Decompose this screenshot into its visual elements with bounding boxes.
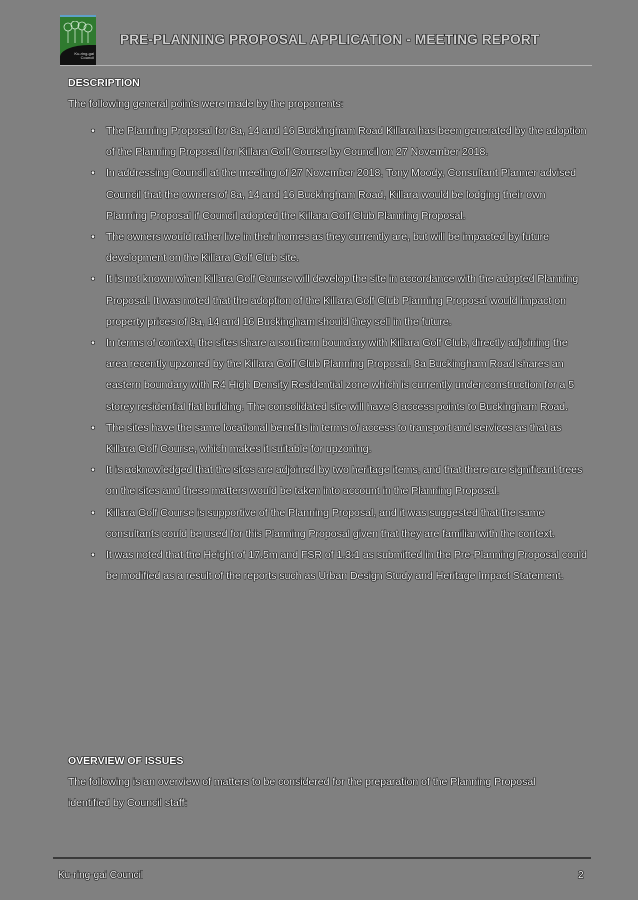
list-item [88,269,588,333]
list-item-text: It was noted that the Height of 17.5m and FSR of 1.3:1 as submitted in the Pre-Planning Proposal could be modified as a result of the reports such as Urban Design Study and Heritage Impact Statement. [106,549,587,583]
list-item-text: It is not known when Killara Golf Course will develop the site in accordance with the adopted Planning Proposal. It was noted that the adoption of the Killara Golf Club Planning Proposal would impact on property prices of 8a, 14 and 16 Buckingham should they sell in the future. [106,273,579,328]
list-item [88,418,588,460]
trees-icon [63,21,93,43]
bullet-icon: • [91,125,95,137]
header-divider [60,65,592,66]
list-item-text: The Planning Proposal for 8a, 14 and 16 Buckingham Road Killara has been generated by the adoption of the Planning Proposal for Killara Golf Course by Council on 27 November 2018. [106,125,587,159]
list-item [88,503,588,545]
page-header [60,15,592,67]
list-item [88,121,588,163]
bullet-icon: • [91,231,95,244]
footer-divider [53,857,591,859]
list-item-text: The sites have the same locational benefits in terms of access to transport and services as that as Killara Golf Course, which makes it suitable for upzoning. [106,421,562,456]
bullet-icon: • [91,421,95,434]
bullet-icon: • [91,167,95,180]
description-intro: The following general points were made by the proponents: [68,98,344,110]
logo-text [74,52,94,60]
list-item [88,333,588,418]
overview-intro: The following is an overview of matters to be considered for the preparation of the Planning Proposal identified by Council staff: [68,776,536,809]
list-item [88,460,588,502]
list-item-text: The owners would rather live in their homes as they currently are, but will be impacted by future development on the Killara Golf Club site. [106,231,549,265]
list-item-text: In terms of context, the sites share a southern boundary with Killara Golf Club, directly adjoining the area recently upzoned by the Killara Golf Club Planning Proposal. 8a Buckingham Road shares an eastern boundary with R4 High Density Residential zone which is currently under construction for a 5 storey residential flat building. The consolidated site will have 3 access points to Buckingham Road. [106,337,575,413]
bullet-icon: • [91,506,95,519]
document-title: PRE-PLANNING PROPOSAL APPLICATION - MEETING REPORT [120,32,540,47]
footer-organisation: Ku-ring-gai Council [58,870,144,881]
bullet-icon: • [91,549,95,562]
bullet-icon: • [91,337,95,350]
description-heading: DESCRIPTION [68,77,140,89]
overview-heading: OVERVIEW OF ISSUES [68,755,184,767]
bullet-icon: • [91,273,95,286]
logo-text-line1: Ku-ring-gai [74,51,94,56]
description-points-list [88,121,588,587]
list-item-text: It is acknowledged that the sites are adjoined by two heritage items, and that there are significant trees on the sites and these matters would be taken into account in the Planning Proposal. [106,464,583,498]
list-item [88,227,588,269]
council-logo [60,15,96,65]
list-item [88,545,588,587]
bullet-icon: • [91,464,95,477]
page-number: 2 [578,870,584,881]
list-item-text: In addressing Council at the meeting of 27 November 2018, Tony Moody, Consultant Planner advised Council that the owners of 8a, 14 and 16 Buckingham Road, Killara would be lodging their own Planning Proposal if Council adopted the Killara Golf Club Planning Proposal. [106,167,577,222]
list-item [88,163,588,227]
logo-text-line2: Council [80,55,94,60]
list-item-text: Killara Golf Course is supportive of the Planning Proposal, and it was suggested that the same consultants could be used for this Planning Proposal given that they are familiar with the context. [106,506,555,540]
